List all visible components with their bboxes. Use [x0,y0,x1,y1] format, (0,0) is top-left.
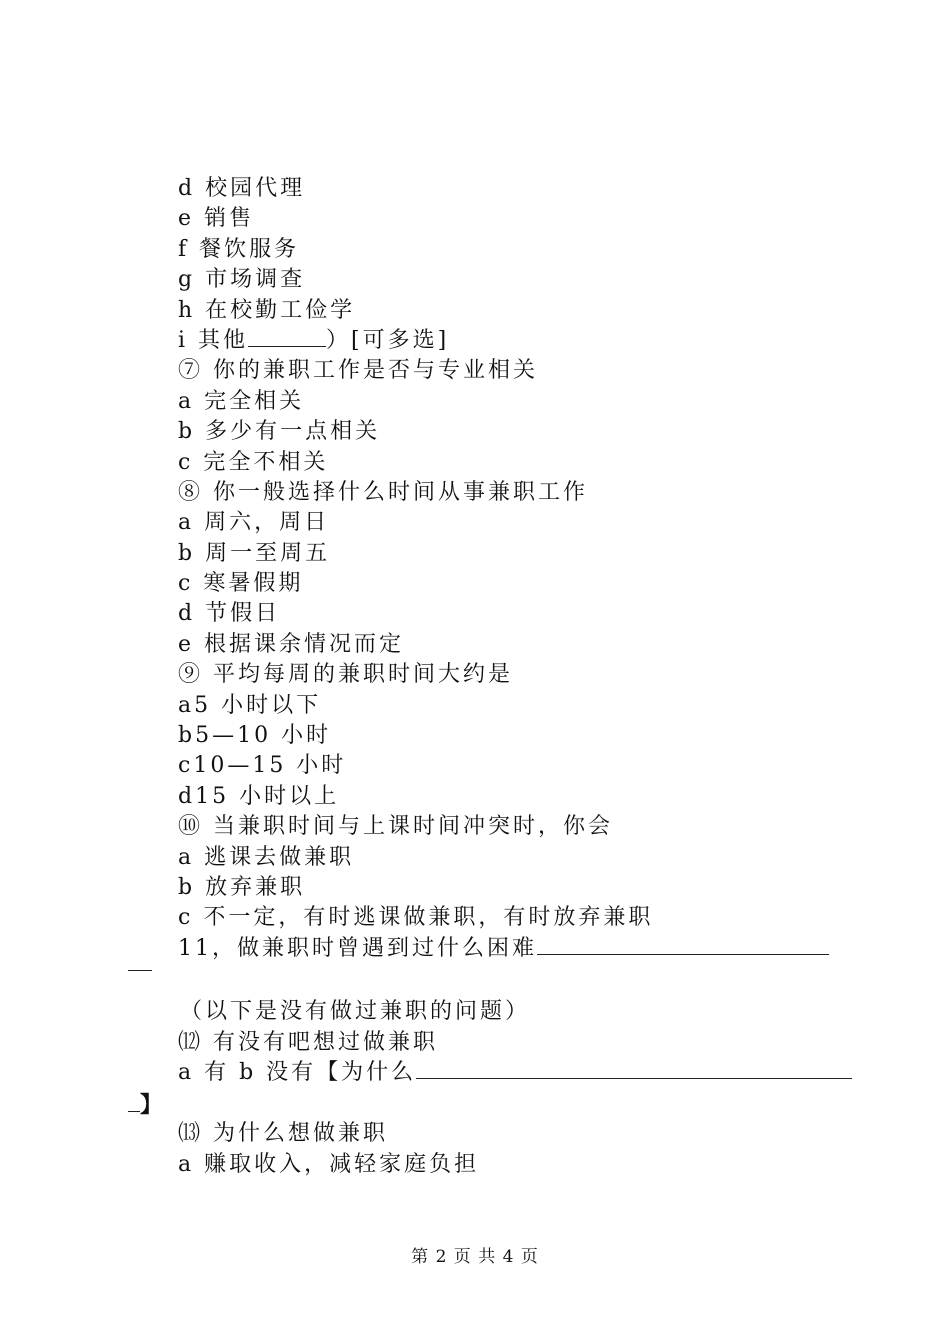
option-line: c 完全不相关 [178,449,329,475]
option-line: d 校园代理 [178,176,306,201]
multi-select-note: ）[可多选] [326,327,450,353]
page-footer: 第 2 页 共 4 页 [411,1247,539,1267]
question-11 [178,934,858,964]
blank-continuation [128,950,152,980]
closing-bracket: 】 [140,1092,163,1118]
option-line: c 寒暑假期 [178,571,304,597]
option-line-other [178,326,858,356]
fill-blank [248,328,326,347]
questionnaire-body [178,174,858,964]
option-line: b5—10 小时 [178,723,332,749]
question-12-options [178,1058,852,1088]
option-line: d15 小时以上 [178,783,340,809]
option-line: a 赚取收入，减轻家庭负担 [178,1152,480,1177]
question-13: ⒀ 为什么想做兼职 [178,1121,388,1146]
question-10: ⑩ 当兼职时间与上课时间冲突时，你会 [178,814,613,840]
fill-blank [416,1060,852,1079]
fill-blank [128,952,152,971]
option-line: e 销售 [178,206,255,232]
fill-blank [537,936,829,955]
question-12: ⑿ 有没有吧想过做兼职 [178,1030,438,1055]
question-9: ⑨ 平均每周的兼职时间大约是 [178,662,513,688]
option-line: a 周六，周日 [178,510,330,536]
option-line: e 根据课余情况而定 [178,631,405,657]
option-line: g 市场调查 [178,267,306,293]
option-line: h 在校勤工俭学 [178,297,356,323]
fill-blank [128,1093,140,1112]
option-line: b 周一至周五 [178,540,331,566]
question-8: ⑧ 你一般选择什么时间从事兼职工作 [178,479,588,505]
option-other-label: i 其他 [178,327,249,353]
section-note: （以下是没有做过兼职的问题） [180,999,531,1024]
option-line: a5 小时以下 [178,692,322,718]
option-line: c10—15 小时 [178,753,347,779]
option-line: b 放弃兼职 [178,874,306,900]
option-line: f 餐饮服务 [178,236,300,262]
question-7: ⑦ 你的兼职工作是否与专业相关 [178,358,538,384]
option-line: a 完全相关 [178,388,305,414]
option-line: d 节假日 [178,601,281,627]
option-line: c 不一定，有时逃课做兼职，有时放弃兼职 [178,905,654,931]
question-11-label: 11，做兼职时曾遇到过什么困难 [178,935,537,961]
option-line: a 逃课去做兼职 [178,844,355,870]
question-12-options-label: a 有 b 没有【为什么 [178,1060,417,1085]
question-12-continuation [128,1090,162,1121]
option-line: b 多少有一点相关 [178,419,381,445]
